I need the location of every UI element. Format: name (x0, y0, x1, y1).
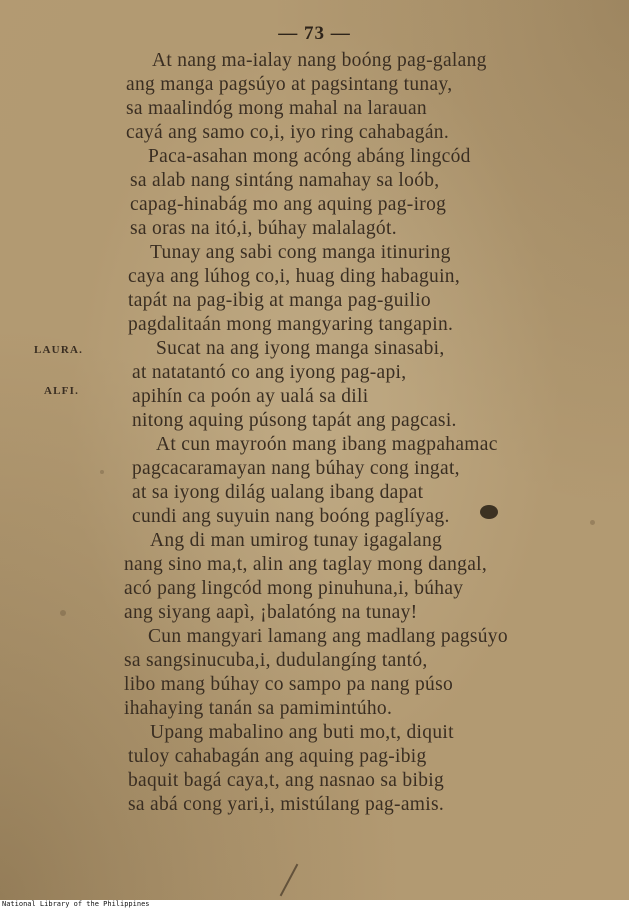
verse-line: capag-hinabág mo ang aquing pag-irog (130, 194, 447, 215)
speaker-label-alfi: ALFI. (44, 385, 80, 397)
paper-stain (60, 610, 66, 616)
verse-line: nang sino ma,t, alin ang taglay mong dangal, (124, 554, 488, 575)
verse-line: apihín ca poón ay ualá sa dili (132, 386, 369, 407)
verse-line: sa maalindóg mong mahal na larauan (126, 98, 427, 119)
verse-line: sa sangsinucuba,i, dudulangíng tantó, (124, 650, 428, 671)
verse-line: sa oras na itó,i, búhay malalagót. (130, 218, 397, 239)
verse-line: ang manga pagsúyo at pagsintang tunay, (126, 74, 453, 95)
verse-line: caya ang lúhog co,i, huag ding habaguin, (128, 266, 461, 287)
verse-line: ihahaying tanán sa pamimintúho. (124, 698, 393, 719)
verse-line: tapát na pag-ibig at manga pag-guilio (128, 290, 431, 311)
verse-line: libo mang búhay co sampo pa nang púso (124, 674, 454, 695)
verse-line: at natatantó co ang iyong pag-api, (132, 362, 407, 383)
verse-line: Sucat na ang iyong manga sinasabi, (156, 338, 445, 359)
verse-line: Paca-asahan mong acóng abáng lingcód (148, 146, 471, 167)
verse-line: sa alab nang sintáng namahay sa loób, (130, 170, 440, 191)
verse-line: cundi ang suyuin nang boóng paglíyag. (132, 506, 450, 527)
verse-line: acó pang lingcód mong pinuhuna,i, búhay (124, 578, 464, 599)
verse-line: cayá ang samo co,i, iyo ring cahabagán. (126, 122, 450, 143)
verse-line: ang siyang aapì, ¡balatóng na tunay! (124, 602, 418, 623)
verse-line: Cun mangyari lamang ang madlang pagsúyo (148, 626, 508, 647)
verse-line: pagcacaramayan nang búhay cong ingat, (132, 458, 460, 479)
verse-line: pagdalitaán mong mangyaring tangapin. (128, 314, 454, 335)
verse-line: baquit bagá caya,t, ang nasnao sa bibig (128, 770, 445, 791)
verse-line: Upang mabalino ang buti mo,t, diquit (150, 722, 454, 743)
verse-line: Ang di man umirog tunay igagalang (150, 530, 443, 551)
archive-credit: National Library of the Philippines (2, 900, 150, 908)
pen-mark (280, 864, 299, 897)
verse-line: Tunay ang sabi cong manga itinuring (150, 242, 451, 263)
paper-stain (590, 520, 595, 525)
verse-line: At cun mayroón mang ibang magpahamac (156, 434, 498, 455)
verse-line: At nang ma-ialay nang boóng pag-galang (152, 50, 487, 71)
paper-stain (480, 505, 498, 519)
verse-line: nitong aquing púsong tapát ang pagcasi. (132, 410, 457, 431)
paper-stain (100, 470, 104, 474)
verse-line: sa abá cong yari,i, mistúlang pag-amis. (128, 794, 445, 815)
verse-line: tuloy cahabagán ang aquing pag-ibig (128, 746, 427, 767)
page-number: — 73 — (278, 23, 351, 44)
verse-line: at sa iyong dilág ualang ibang dapat (132, 482, 424, 503)
speaker-label-laura: LAURA. (34, 344, 84, 356)
